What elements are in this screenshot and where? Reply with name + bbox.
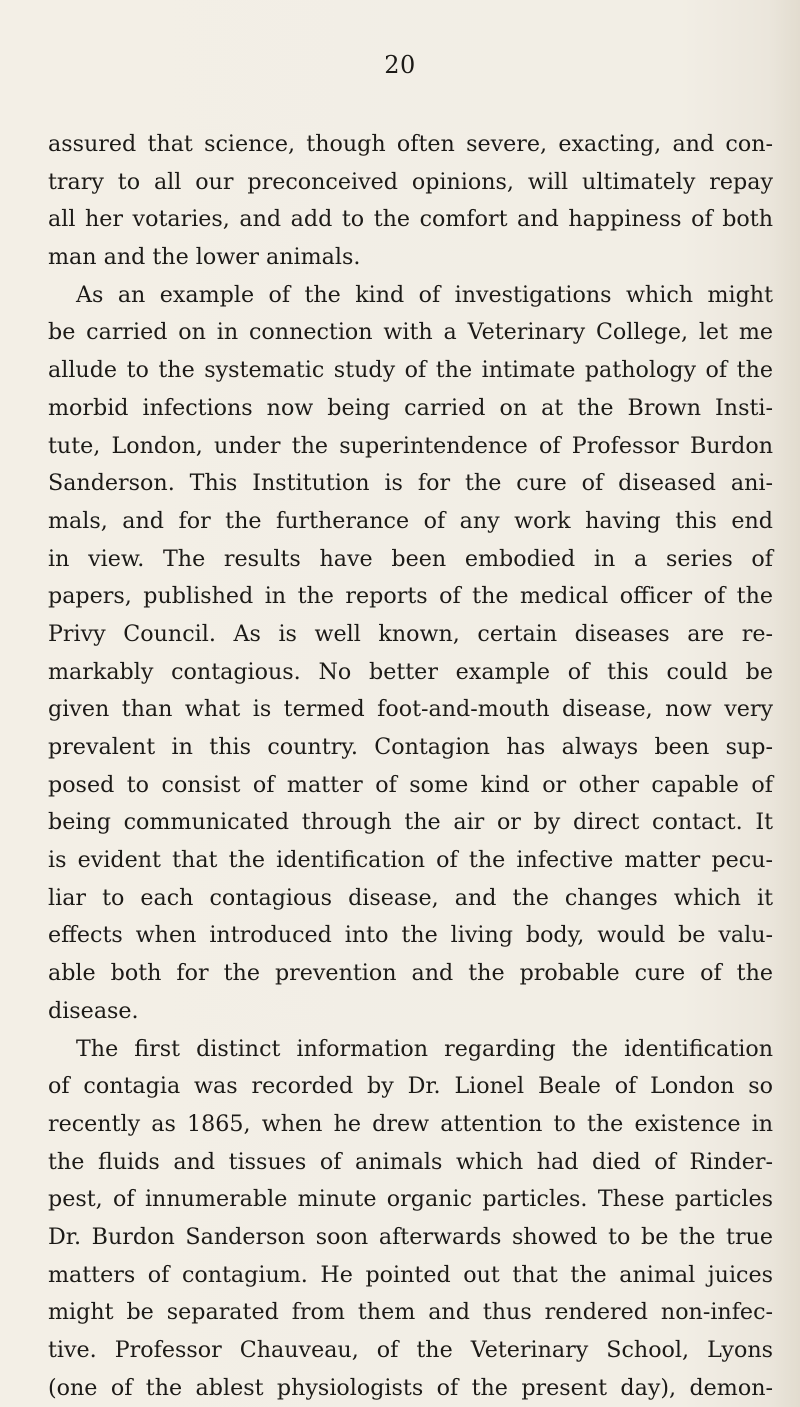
text-line: As an example of the kind of investigations which might [76, 281, 773, 308]
text-line: of contagia was recorded by Dr. Lionel Beale of London so [48, 1073, 773, 1100]
text-line: recently as 1865, when he drew attention to the existence in [48, 1110, 773, 1137]
text-line: Privy Council. As is well known, certain diseases are re- [48, 620, 773, 647]
text-line: pest, of innumerable minute organic particles. These particles [48, 1186, 773, 1213]
paragraph [48, 277, 773, 1031]
text-line: the fluids and tissues of animals which had died of Rinder- [48, 1148, 773, 1175]
page-number: 20 [384, 51, 416, 79]
text-line: able both for the prevention and the probable cure of the [48, 960, 773, 987]
text-line: posed to consist of matter of some kind or other capable of [48, 771, 773, 798]
text-line: is evident that the identification of the infective matter pecu- [48, 847, 773, 874]
text-line: The first distinct information regarding the identification [76, 1035, 773, 1062]
text-line: matters of contagium. He pointed out that the animal juices [48, 1261, 773, 1288]
text-line: liar to each contagious disease, and the changes which it [48, 884, 773, 911]
paragraph [48, 1031, 773, 1407]
text-line: be carried on in connection with a Veterinary College, let me [48, 319, 773, 346]
text-line: tive. Professor Chauveau, of the Veterinary School, Lyons [48, 1337, 773, 1363]
text-line: all her votaries, and add to the comfort and happiness of both [48, 206, 773, 233]
text-line: allude to the systematic study of the intimate pathology of the [48, 357, 773, 384]
body-text [48, 126, 773, 1407]
text-line: in view. The results have been embodied in a series of [48, 545, 773, 572]
text-line: Dr. Burdon Sanderson soon afterwards showed to be the true [48, 1223, 773, 1250]
text-line: assured that science, though often severe, exacting, and con- [48, 131, 773, 157]
text-line: disease. [48, 997, 139, 1024]
text-line: markably contagious. No better example of this could be [48, 658, 773, 685]
text-line: given than what is termed foot-and-mouth disease, now very [48, 696, 773, 723]
text-line: man and the lower animals. [48, 244, 361, 271]
paragraph [48, 126, 773, 277]
text-line: trary to all our preconceived opinions, will ultimately repay [48, 168, 773, 195]
text-line: (one of the ablest physiologists of the present day), demon- [48, 1374, 773, 1401]
text-line: tute, London, under the superintendence of Professor Burdon [48, 432, 773, 459]
text-line: might be separated from them and thus rendered non-infec- [48, 1299, 773, 1326]
text-line: papers, published in the reports of the medical officer of the [48, 583, 773, 610]
text-line: prevalent in this country. Contagion has always been sup- [48, 734, 773, 760]
text-line: morbid infections now being carried on at the Brown Insti- [48, 394, 773, 421]
text-line: mals, and for the furtherance of any work having this end [48, 507, 773, 534]
text-line: being communicated through the air or by direct contact. It [48, 809, 773, 836]
text-line: Sanderson. This Institution is for the cure of diseased ani- [48, 470, 773, 497]
text-line: effects when introduced into the living body, would be valu- [48, 922, 773, 949]
